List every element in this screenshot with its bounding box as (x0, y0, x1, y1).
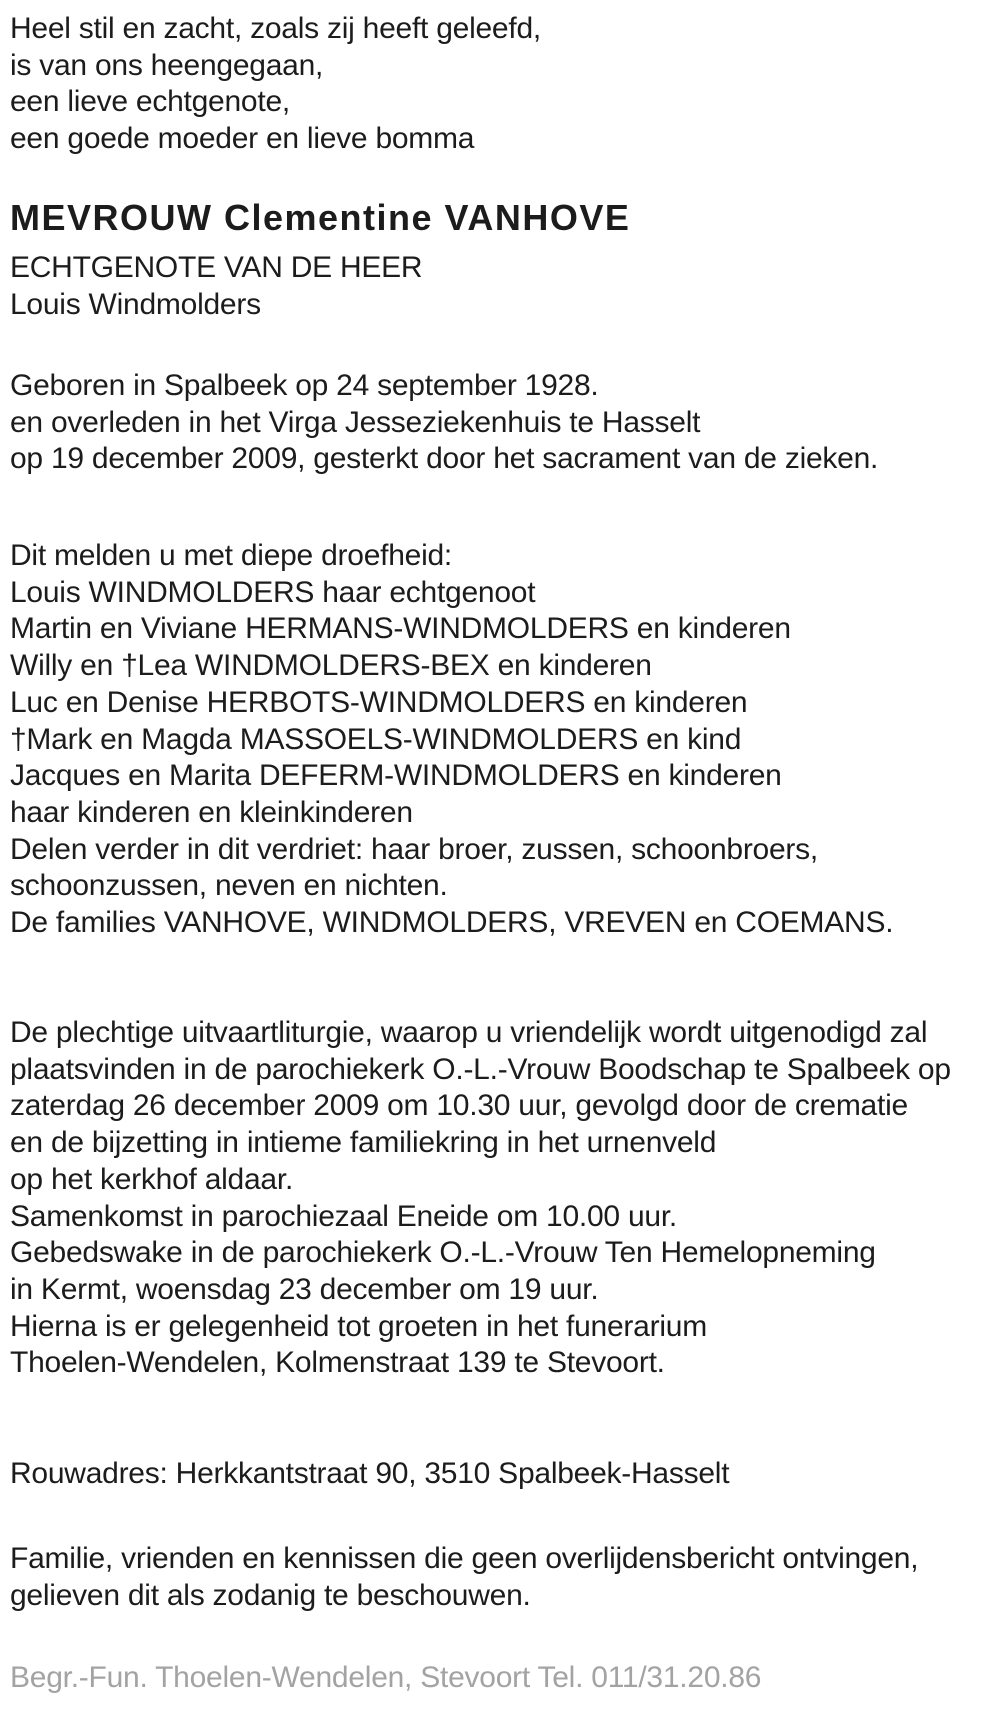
family-member-line: Louis WINDMOLDERS haar echtgenoot (10, 575, 536, 609)
service-line: zaterdag 26 december 2009 om 10.30 uur, gevolgd door de crematie (10, 1089, 908, 1123)
death-date-line: op 19 december 2009, gesterkt door het sacrament van de zieken. (10, 442, 879, 476)
vigil-line: in Kermt, woensdag 23 december om 19 uur. (10, 1272, 599, 1306)
spouse-name: Louis Windmolders (10, 287, 261, 321)
service-line: plaatsvinden in de parochiekerk O.-L.-Vrouw Boodschap te Spalbeek op (10, 1052, 951, 1086)
poem-line: Heel stil en zacht, zoals zij heeft geleefd, (10, 12, 541, 45)
announcement-intro-line: Dit melden u met diepe droefheid: (10, 539, 453, 572)
death-place-line: en overleden in het Virga Jesseziekenhuis te Hasselt (10, 405, 701, 439)
extended-family-line: schoonzussen, neven en nichten. (10, 869, 448, 903)
service-line: op het kerkhof aldaar. (10, 1162, 294, 1196)
deceased-heading (10, 196, 994, 240)
family-member-line: Willy en †Lea WINDMOLDERS-BEX en kinderen (10, 649, 652, 683)
family-member-line: Luc en Denise HERBOTS-WINDMOLDERS en kinderen (10, 685, 748, 719)
service-line: en de bijzetting in intieme familiekring in het urnenveld (10, 1126, 717, 1160)
family-announcement-paragraph (10, 538, 994, 942)
birth-line: Geboren in Spalbeek op 24 september 1928. (10, 369, 599, 402)
notice-line: Familie, vrienden en kennissen die geen overlijdensbericht ontvingen, (10, 1542, 919, 1575)
funerarium-line: Hierna is er gelegenheid tot groeten in het funerarium (10, 1309, 707, 1343)
family-member-line: †Mark en Magda MASSOELS-WINDMOLDERS en kind (10, 722, 742, 756)
poem-line: is van ons heengegaan, (10, 48, 324, 82)
service-line: De plechtige uitvaartliturgie, waarop u vriendelijk wordt uitgenodigd zal (10, 1016, 928, 1049)
deceased-relation-line: ECHTGENOTE VAN DE HEER (10, 251, 423, 284)
funeral-home-credit (10, 1660, 994, 1697)
notification-notice-paragraph (10, 1541, 994, 1614)
family-member-line: Martin en Viviane HERMANS-WINDMOLDERS en kinderen (10, 612, 791, 646)
poem-line: een lieve echtgenote, (10, 85, 290, 119)
families-line: De families VANHOVE, WINDMOLDERS, VREVEN en COEMANS. (10, 906, 894, 940)
funerarium-line: Thoelen-Wendelen, Kolmenstraat 139 te Stevoort. (10, 1346, 665, 1380)
notice-line: gelieven dit als zodanig te beschouwen. (10, 1578, 531, 1612)
deceased-subheading (10, 250, 994, 323)
extended-family-line: Delen verder in dit verdriet: haar broer, zussen, schoonbroers, (10, 832, 819, 866)
mourning-address-line: Rouwadres: Herkkantstraat 90, 3510 Spalbeek-Hasselt (10, 1457, 730, 1490)
gathering-line: Samenkomst in parochiezaal Eneide om 10.00 uur. (10, 1199, 677, 1233)
mourning-address-paragraph (10, 1456, 994, 1493)
vigil-line: Gebedswake in de parochiekerk O.-L.-Vrouw Ten Hemelopneming (10, 1236, 876, 1270)
birth-death-paragraph (10, 368, 994, 478)
family-member-line: Jacques en Marita DEFERM-WINDMOLDERS en kinderen (10, 759, 782, 793)
poem-line: een goede moeder en lieve bomma (10, 122, 475, 156)
funeral-service-paragraph (10, 1015, 994, 1382)
family-member-line: haar kinderen en kleinkinderen (10, 795, 413, 829)
credit-line: Begr.-Fun. Thoelen-Wendelen, Stevoort Tel. 011/31.20.86 (10, 1661, 762, 1694)
opening-poem (10, 11, 994, 158)
deceased-name-title: MEVROUW Clementine VANHOVE (10, 197, 631, 238)
